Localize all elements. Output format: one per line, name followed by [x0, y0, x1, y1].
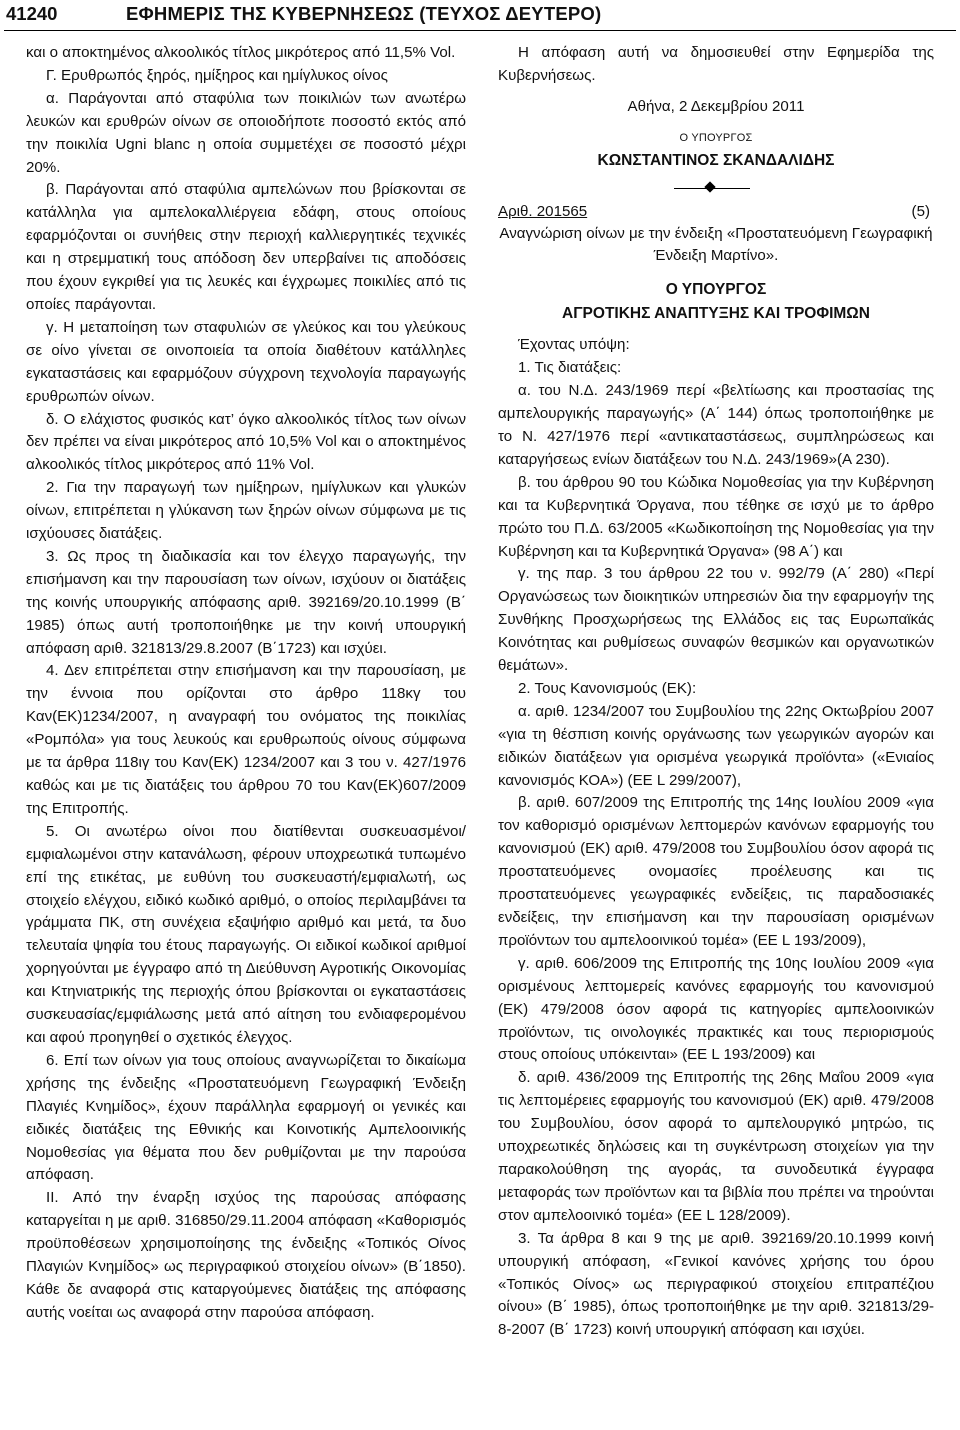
paragraph: γ. αριθ. 606/2009 της Επιτροπής της 10ης Ιουλίου 2009 «για ορισμένους λεπτομερείς κανόνες εφαρμογής του κανονισμού (ΕΚ) 479/2008 όσον αφορά τις κατηγορίες αμπελοοινικών προϊόντων, τις οινολογικές πρακτικές και τους περιορισμούς στους οποίους υπόκεινται» (ΕΕ L 193/2009) και [498, 954, 934, 1064]
paragraph: 2. Τους Κανονισμούς (ΕΚ): [518, 679, 697, 697]
paragraph: γ. της παρ. 3 του άρθρου 22 του ν. 992/79 (Α΄ 280) «Περί Οργανώσεως των διοικητικών υπηρεσιών δια την εφαρμογήν της Συνθήκης Προσχωρήσεως της Ελλάδος εις τας Ευρωπαϊκάς Κοινότητας και ρυθμίσεως συναφών θεσμικών και οργανωτικών θεμάτων». [498, 565, 934, 675]
paragraph: γ. Η μεταποίηση των σταφυλιών σε γλεύκος και του γλεύκους σε οίνο γίνεται σε οινοποιεία τα οποία διαθέτουν κατάλληλες εγκαταστάσεις και εφαρμόζουν σύγχρονη τεχνολογία παραγωγής ερυθρωπών οίνων. [26, 318, 466, 405]
paragraph: Έχοντας υπόψη: [518, 336, 630, 354]
paragraph: και ο αποκτημένος αλκοολικός τίτλος μικρότερος από 11,5% Vol. [26, 44, 456, 61]
decree-subject: Αναγνώριση οίνων με την ένδειξη «Προστατευόμενη Γεωγραφική Ένδειξη Μαρτίνο». [499, 224, 933, 265]
paragraph: β. Παράγονται από σταφύλια αμπελώνων που βρίσκονται σε κατάλληλα για αμπελοκαλλιέργεια εδάφη, στους οποίους εφαρμόζονται οι συνήθεις στην περιοχή καλλιεργητικές τεχνικές και η στρεμματική τους απόδοση δεν υπερβαίνει τις αποδόσεις που έχουν εγκριθεί για τις λευκές και έγχρωμες ποικιλίες από τις οποίες παράγονται. [26, 181, 466, 313]
paragraph: 6. Επί των οίνων για τους οποίους αναγνωρίζεται το δικαίωμα χρήσης της ένδειξης «Προστατευόμενη Γεωγραφική Ένδειξη Πλαγιές Κνημίδος», έχουν παράλληλα εφαρμογή οι γενικές και ειδικές διατάξεις της Εθνικής και Κοινοτικής Αμπελοοινικής Νομοθεσίας για θέματα που δεν ρυθμίζονται με την παρούσα απόφαση. [26, 1051, 466, 1184]
paragraph: 3. Τα άρθρα 8 και 9 της με αριθ. 392169/20.10.1999 κοινή υπουργική απόφαση, «Γενικοί κανόνες χρήσης του όρου «Τοπικός Οίνος» ως περιγραφικού στοιχείου επιτραπέζιου οίνου» (Β΄ 1985), όπως τροποποιήθηκε με την αριθ. 321813/29-8-2007 (Β΄ 1723) κοινή υπουργική απόφαση και ισχύει. [498, 1229, 934, 1339]
right-column [498, 42, 934, 1342]
diamond-icon [704, 181, 715, 192]
ministry-title: Ο ΥΠΟΥΡΓΟΣ [665, 281, 767, 299]
decree-index: (5) [911, 202, 930, 220]
gazette-title: ΕΦΗΜΕΡΙΣ ΤΗΣ ΚΥΒΕΡΝΗΣΕΩΣ (ΤΕΥΧΟΣ ΔΕΥΤΕΡΟ) [126, 3, 602, 24]
paragraph: 2. Για την παραγωγή των ημίξηρων, ημίγλυκων και γλυκών οίνων, επιτρέπεται η γλύκανση των ξηρών οίνων σύμφωνα με τις ισχύουσες διατάξεις. [26, 479, 466, 543]
paragraph: α. αριθ. 1234/2007 του Συμβουλίου της 22ης Οκτωβρίου 2007 «για τη θέσπιση κοινής οργάνωσης των γεωργικών αγορών και ειδικών διατάξεων για ορισμένα γεωργικά προϊόντα» («Ενιαίος κανονισμός ΚΟΑ») (ΕΕ L 299/2007), [498, 702, 934, 789]
left-column [26, 42, 466, 1325]
section-separator [498, 177, 934, 201]
paragraph: β. αριθ. 607/2009 της Επιτροπής της 14ης Ιουλίου 2009 «για τον καθορισμό ορισμένων λεπτομερών κανόνων εφαρμογής του κανονισμού (ΕΚ) αριθ. 479/2008 του Συμβουλίου όσον αφορά τις προστατευόμενες ονομασίες προέλευσης και τις προστατευόμενες γεωγραφικές ενδείξεις, τις παραδοσιακές ενδείξεις, την επισήμανση και την παρουσίαση ορισμένων προϊόντων του αμπελοοινικού τομέα» (ΕΕ L 193/2009), [498, 794, 934, 949]
paragraph: β. του άρθρου 90 του Κώδικα Νομοθεσίας για την Κυβέρνηση και τα Κυβερνητικά Όργανα, που τέθηκε σε ισχύ με το άρθρο πρώτο του Π.Δ. 63/2005 «Κωδικοποίηση της Νομοθεσίας για την Κυβέρνηση και τα Κυβερνητικά Όργανα» (98 Α΄) και [498, 473, 934, 560]
page-number: 41240 [6, 3, 58, 24]
paragraph: δ. αριθ. 436/2009 της Επιτροπής της 26ης Μαΐου 2009 «για τις λεπτομέρειες εφαρμογής του κανονισμού (ΕΚ) αριθ. 479/2008 του Συμβουλίου, όσον αφορά το αμπελουργικό μητρώο, τις υποχρεωτικές δηλώσεις και τη συγκέντρωση στοιχείων για την παρακολούθηση της αγοράς, τα συνοδευτικά έγγραφα μεταφοράς των προϊόντων και τα βιβλία που πρέπει να τηρούνται στον αμπελοοινικό τομέα» (ΕΕ L 128/2009). [498, 1069, 934, 1224]
paragraph: ΙΙ. Από την έναρξη ισχύος της παρούσας απόφασης καταργείται η με αριθ. 316850/29.11.2004 απόφαση «Καθορισμός προϋποθέσεων χρησιμοποίησης της ένδειξης «Τοπικός Οίνος Πλαγιών Κνημίδος» ως περιγραφικού στοιχείου οίνων» (Β΄1850). Κάθε δε αναφορά στις καταργούμενες διατάξεις της απόφασης αυτής νοείται ως αναφορά στην παρούσα απόφαση. [26, 1189, 466, 1321]
paragraph: α. του Ν.Δ. 243/1969 περί «βελτίωσης και προστασίας της αμπελουργικής παραγωγής» (Α΄ 144) όπως τροποποιήθηκε με το Ν. 427/1976 περί «αντικαταστάσεως, συμπληρώσεως και καταργήσεως ενίων διατάξεων του Ν.Δ. 243/1969»(Α 230). [498, 382, 934, 468]
paragraph: 3. Ως προς τη διαδικασία και τον έλεγχο παραγωγής, την επισήμανση και την παρουσίαση των οίνων, ισχύουν οι διατάξεις της κοινής υπουργικής απόφασης αριθ. 392169/20.10.1999 (Β΄ 1985) όπως αυτή τροποποιήθηκε με την κοινή υπουργική απόφαση αριθ. 321813/29.8.2007 (Β΄1723) και ισχύει. [26, 547, 466, 657]
paragraph: α. Παράγονται από σταφύλια των ποικιλιών των ανωτέρω λευκών και ερυθρών οίνων σε οποιοδήποτε ποσοστό εκτός από την ποικιλία Ugni blanc η οποία συμμετέχει σε ποσοστό μέχρι 20%. [26, 89, 466, 176]
paragraph: 1. Τις διατάξεις: [518, 359, 622, 377]
page-header [4, 0, 956, 31]
ministry-heading [498, 278, 934, 326]
signatory-title: Ο ΥΠΟΥΡΓΟΣ [679, 131, 753, 144]
publication-note: Η απόφαση αυτή να δημοσιευθεί στην Εφημερίδα της Κυβερνήσεως. [498, 44, 934, 84]
paragraph: 4. Δεν επιτρέπεται στην επισήμανση και την παρουσίαση, με την έννοια που ορίζονται στο άρθρο 118κγ του Καν(ΕΚ)1234/2007, η αναγραφή του ονόματος της ποικιλίας «Ρομπόλα» για τους λευκούς και ερυθρωπούς οίνους σύμφωνα με τα άρθρα 118ιγ του Καν(ΕΚ) 1234/2007 και 3 του ν. 427/1976 καθώς και με τις διατάξεις του άρθρου 70 του Καν(ΕΚ)607/2009 της Επιτροπής. [26, 662, 466, 817]
paragraph: 5. Οι ανωτέρω οίνοι που διατίθενται συσκευασμένοι/εμφιαλωμένοι στην κατανάλωση, φέρουν υποχρεωτικά τυπωμένο επί της ετικέτας, με ευθύνη του συσκευαστή/εμφιαλωτή, ως στοιχείο ελέγχου, ειδικό κωδικό αριθμό, ο οποίος περιλαμβάνει τα γράμματα ΠΚ, στη συνέχεια εξαψήφιο αριθμό και μετά, τα δυο τελευταία ψηφία του έτους παραγωγής. Οι ειδικοί κωδικοί αριθμοί χορηγούνται με έγγραφο από τη Διεύθυνση Αγροτικής Οικονομίας και Κτηνιατρικής της περιοχής όπου βρίσκονται οι εγκαταστάσεις συσκευασίας/εμφιάλωσης μετά από αίτηση του ενδιαφερομένου και αφού προηγηθεί ο σχετικός έλεγχος. [26, 822, 466, 1046]
paragraph: Γ. Ερυθρωπός ξηρός, ημίξηρος και ημίγλυκος οίνος [46, 66, 388, 84]
decree-number: Αριθ. 201565 [498, 202, 588, 220]
signatory-name: ΚΩΝΣΤΑΝΤΙΝΟΣ ΣΚΑΝΔΑΛΙΔΗΣ [597, 151, 835, 169]
paragraph: δ. Ο ελάχιστος φυσικός κατ’ όγκο αλκοολικός τίτλος των οίνων δεν πρέπει να είναι μικρότερος από 10,5% Vol και ο αποκτημένος αλκοολικός τίτλος μικρότερος από 11% Vol. [26, 410, 466, 474]
decree-header [498, 201, 934, 223]
ministry-name: ΑΓΡΟΤΙΚΗΣ ΑΝΑΠΤΥΞΗΣ ΚΑΙ ΤΡΟΦΙΜΩΝ [562, 305, 870, 323]
place-date: Αθήνα, 2 Δεκεμβρίου 2011 [627, 97, 805, 115]
